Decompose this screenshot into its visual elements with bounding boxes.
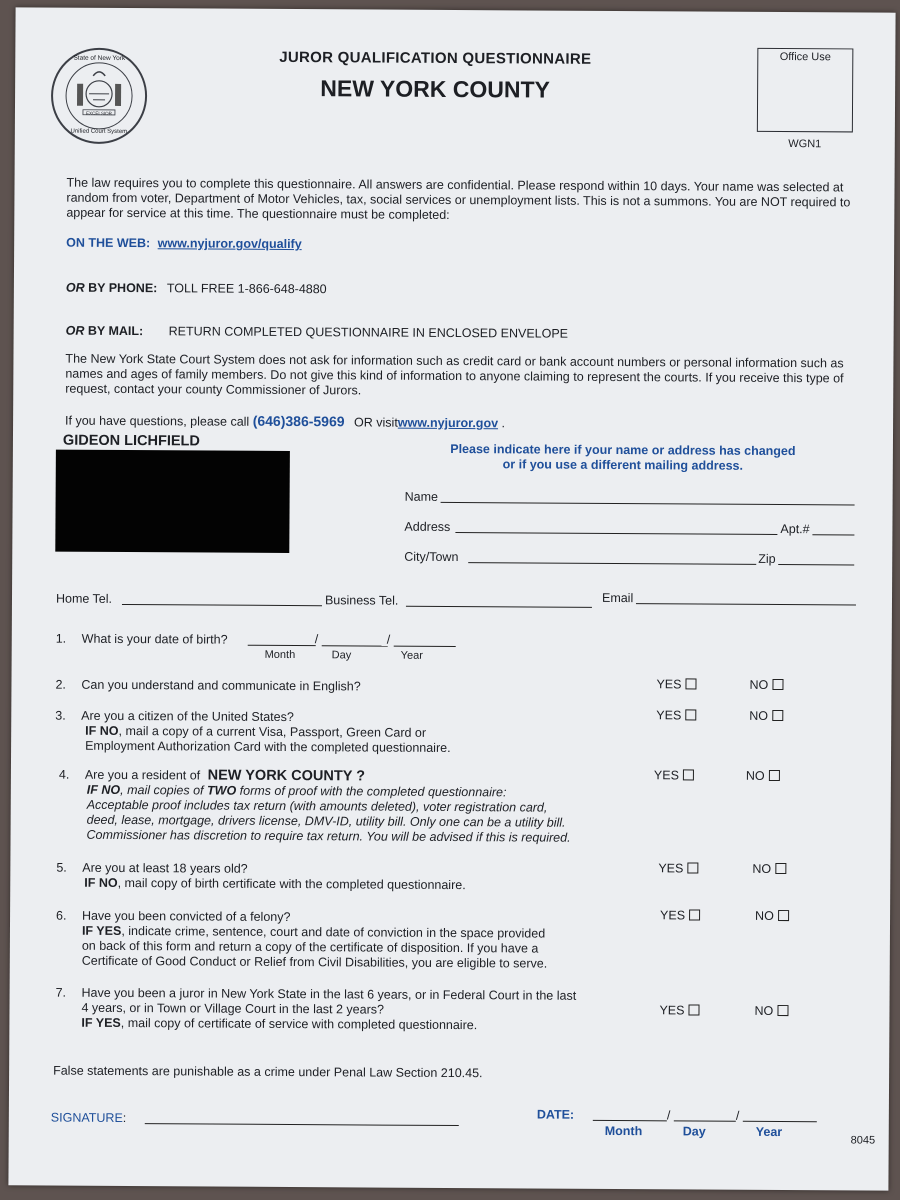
q5-text: Are you at least 18 years old? — [82, 860, 248, 876]
q3-no-checkbox[interactable] — [772, 710, 783, 721]
intro-paragraph: The law requires you to complete this questionnaire. All answers are confidential. Please respond within 10 days. Your name was selected at random from voter, Department of Motor Vehicles, tax, social services or unemployment lists. This is not a summons. You are NOT required to appear for service at this time. The questionnaire must be completed: — [66, 175, 851, 222]
form-code: WGN1 — [788, 138, 822, 151]
seal-top-text: State of New York — [73, 54, 126, 62]
q3-condition: IF NO — [85, 723, 119, 738]
form-number: 8045 — [850, 1134, 876, 1147]
q7-text-2: 4 years, or in Town or Village Court in the last 2 years? — [81, 1000, 385, 1017]
q4-detail: IF NO, mail copies of TWO forms of proof with the completed questionnaire: Acceptable proof includes tax return (with amounts deleted), voter registration card, deed, lease, mortgage, drivers license, DMV-ID, utility bill. Only one can be a utility bill. Commissioner has discretion to require tax return. You will be advised if this is required. — [86, 782, 571, 845]
home-tel-field[interactable] — [122, 604, 322, 606]
q5-no: NO — [752, 862, 786, 876]
change-instructions — [393, 442, 853, 475]
sign-date-year-field[interactable] — [743, 1121, 817, 1122]
q6-no: NO — [755, 909, 789, 923]
q4-yes: YES — [654, 768, 694, 782]
sign-date-day-label: Day — [682, 1124, 706, 1139]
q3-number: 3. — [55, 708, 66, 723]
q4-county: NEW YORK COUNTY ? — [207, 767, 366, 785]
q3-text: Are you a citizen of the United States? — [81, 708, 294, 725]
email-label: Email — [601, 590, 634, 606]
dob-year-label: Year — [400, 649, 423, 662]
change-zip-label: Zip — [758, 551, 776, 566]
change-line2: or if you use a different mailing address. — [502, 457, 744, 473]
q4-no-checkbox[interactable] — [769, 770, 780, 781]
q1-number: 1. — [55, 631, 67, 646]
q3-yes-checkbox[interactable] — [685, 709, 696, 720]
dob-day-field[interactable] — [322, 645, 388, 646]
contact-dot: . — [501, 416, 506, 431]
q7-yes: YES — [659, 1003, 699, 1017]
q2-text: Can you understand and communicate in English? — [81, 677, 361, 694]
q5-condition: IF NO — [84, 875, 118, 890]
signature-field[interactable] — [145, 1123, 459, 1126]
sign-date-slash-2: / — [735, 1108, 740, 1123]
change-city-label: City/Town — [404, 549, 459, 565]
web-label: ON THE WEB: — [66, 235, 151, 251]
contact-phone: (646)386-5969 — [252, 412, 345, 430]
q7-condition: IF YES — [81, 1015, 121, 1030]
seal-banner-text: EXCELSIOR — [86, 110, 112, 116]
mail-label: BY MAIL: — [87, 323, 144, 339]
q7-no-checkbox[interactable] — [777, 1005, 788, 1016]
sign-date-day-field[interactable] — [674, 1120, 736, 1121]
q4-condition: IF NO — [86, 782, 121, 797]
question-1 — [56, 632, 228, 648]
q4-yes-checkbox[interactable] — [683, 769, 694, 780]
change-apt-field[interactable] — [812, 534, 854, 535]
mail-value: RETURN COMPLETED QUESTIONNAIRE IN ENCLOSED ENVELOPE — [168, 324, 569, 341]
phone-or: OR — [65, 280, 85, 295]
q5-number: 5. — [56, 860, 67, 875]
q6-condition: IF YES — [81, 923, 122, 938]
privacy-paragraph: The New York State Court System does not ask for information such as credit card or bank account numbers or personal information such as names and ages of family members. Do not give this kind of information to anyone claiming to represent the courts. If you receive this type of request, contact your county Commissioner of Jurors. — [65, 351, 844, 398]
q6-detail: IF YES, indicate crime, sentence, court and date of conviction in the space provided on back of this form and return a copy of the certificate of disposition. If you have a Certificate of Good Conduct or Relief from Civil Disabilities, you are eligible to serve. — [81, 923, 548, 971]
change-city-field[interactable] — [468, 562, 756, 565]
q2-yes: YES — [656, 677, 696, 691]
q7-yes-checkbox[interactable] — [688, 1004, 699, 1015]
q7-number: 7. — [55, 985, 67, 1000]
dob-month-field[interactable] — [248, 645, 316, 646]
sign-date-month-label: Month — [604, 1123, 643, 1139]
change-zip-field[interactable] — [778, 564, 854, 565]
q6-yes: YES — [660, 908, 700, 922]
q5-detail: IF NO, mail copy of birth certificate with the completed questionnaire. — [84, 875, 466, 893]
email-field[interactable] — [636, 603, 856, 605]
county-title: NEW YORK COUNTY — [320, 75, 550, 103]
signature-label: SIGNATURE: — [50, 1110, 127, 1126]
q2-no-checkbox[interactable] — [772, 679, 783, 690]
q3-detail: IF NO, mail a copy of a current Visa, Passport, Green Card or Employment Authorization Card with the completed questionnaire. — [85, 723, 451, 755]
addressee-name: GIDEON LICHFIELD — [62, 432, 200, 450]
q6-text: Have you been convicted of a felony? — [81, 908, 291, 925]
change-address-field[interactable] — [455, 532, 777, 535]
form-title: JUROR QUALIFICATION QUESTIONNAIRE — [279, 48, 592, 68]
change-name-field[interactable] — [441, 502, 855, 506]
home-tel-label: Home Tel. — [55, 591, 113, 606]
sign-date-slash-1: / — [666, 1108, 671, 1123]
q6-no-checkbox[interactable] — [778, 910, 789, 921]
q7-no: NO — [754, 1004, 788, 1018]
contact-prefix: If you have questions, please call — [65, 413, 250, 429]
q4-number: 4. — [58, 767, 70, 782]
business-tel-label: Business Tel. — [324, 593, 399, 608]
q2-yes-checkbox[interactable] — [685, 678, 696, 689]
q5-no-checkbox[interactable] — [775, 863, 786, 874]
phone-label: BY PHONE: — [88, 280, 158, 296]
dob-year-field[interactable] — [394, 646, 456, 647]
q6-yes-checkbox[interactable] — [689, 909, 700, 920]
web-link[interactable]: www.nyjuror.gov/qualify — [157, 236, 302, 252]
contact-line — [65, 412, 505, 431]
q2-no: NO — [749, 678, 783, 692]
change-line1: Please indicate here if your name or address has changed — [450, 441, 796, 459]
office-use-label: Office Use — [779, 50, 831, 64]
change-apt-label: Apt.# — [780, 522, 810, 537]
dob-slash-1: / — [314, 632, 319, 647]
q3-yes: YES — [656, 708, 696, 722]
office-use-box — [757, 48, 854, 133]
web-method — [66, 236, 302, 251]
sign-date-month-field[interactable] — [593, 1120, 667, 1121]
question-5 — [56, 861, 247, 877]
question-6 — [56, 909, 290, 925]
q6-number: 6. — [56, 908, 67, 923]
dob-day-label: Day — [331, 649, 352, 662]
dob-slash-2: / — [386, 632, 391, 647]
sign-date-year-label: Year — [755, 1124, 783, 1140]
phone-method — [66, 281, 327, 297]
q2-number: 2. — [55, 677, 66, 692]
business-tel-field[interactable] — [406, 606, 592, 608]
change-address-label: Address — [404, 519, 451, 534]
question-3 — [55, 709, 294, 725]
change-name-label: Name — [404, 489, 439, 504]
q1-text: What is your date of birth? — [81, 631, 228, 647]
q7-text: Have you been a juror in New York State in the last 6 years, or in Federal Court in the last — [81, 985, 577, 1003]
penalty-statement: False statements are punishable as a crime under Penal Law Section 210.45. — [53, 1063, 483, 1081]
q5-yes-checkbox[interactable] — [687, 862, 698, 873]
q4-text: Are you a resident of — [84, 767, 201, 783]
mail-or: OR — [65, 323, 85, 338]
contact-site-link[interactable]: www.nyjuror.gov — [397, 415, 499, 431]
q5-yes: YES — [658, 861, 698, 875]
phone-value: TOLL FREE 1-866-648-4880 — [166, 281, 327, 297]
mail-method — [66, 324, 569, 341]
redacted-address-block — [55, 450, 290, 553]
q4-two: TWO — [206, 783, 237, 798]
question-2 — [55, 678, 360, 695]
contact-or-visit: OR visit — [354, 415, 398, 430]
q7-detail: 4 years, or in Town or Village Court in the last 2 years? IF YES, mail copy of certificate of service with completed questionnaire. — [81, 1000, 478, 1033]
date-label: DATE: — [536, 1107, 575, 1122]
dob-month-label: Month — [264, 648, 296, 662]
questionnaire-page — [8, 7, 895, 1190]
q3-no: NO — [749, 709, 783, 723]
q4-no: NO — [746, 769, 780, 783]
seal-bottom-text: Unified Court System — [70, 128, 128, 136]
